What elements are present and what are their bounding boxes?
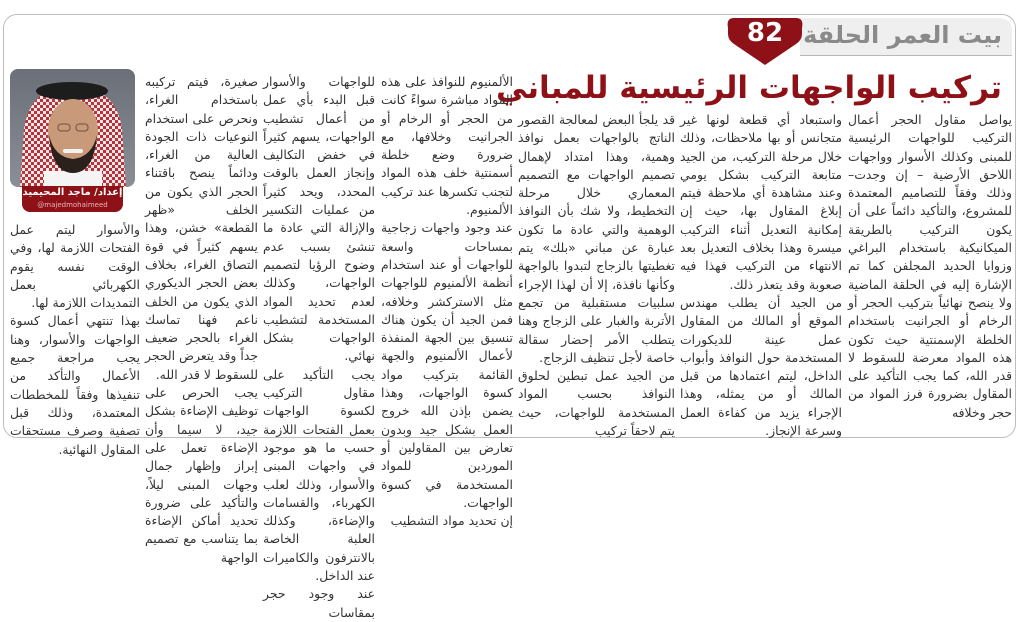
author-credit: إعداد/ ماجد المحيميد xyxy=(22,187,123,198)
article-column-1 xyxy=(848,111,1012,422)
article-title: تركيب الواجهات الرئيسية للمباني xyxy=(496,70,1002,106)
paragraph: قد يلجأ البعض لمعالجة القصور الناتج بالواجهات بعمل نوافذ وهمية، وهذا امتداد لإهمال تصميم الواجهات مع التصميم المعماري خلال مرحلة التخطيط، ولا شك بأن النوافذ الوهمية والتي عادة ما تكون عبارة عن مباني «بلك» يتم تغطيتها بالزجاج لتبدوا بالواجهة وكأنها نافذة، إلا أن لهذا الإجراء سلبيات مستقبلية من تجمع الأتربة والغبار على الزجاج وهنا يتطلب الأمر إحضار سقالة خاصة لأجل تنظيف الزجاج. xyxy=(518,112,675,365)
author-portrait-icon xyxy=(10,69,135,187)
paragraph: من الجيد أن يطلب مهندس الموقع أو المالك من المقاول عمل عينة للديكورات المستخدمة حول النوافذ وأبواب الداخل، ليتم اعتمادها من قبل المالك أو من يمثله، وهذا الإجراء يزيد من كفاءة العمل وسرعة الإنجاز. xyxy=(680,294,842,439)
article-column-7 xyxy=(10,221,140,459)
series-header xyxy=(800,18,1012,56)
paragraph: صغيرة، فيتم تركيبه باستخدام الغراء، ونحرص على استخدام النوعيات ذات الجودة العالية من الغراء، ودائماً ينصح باقتناء الحجر الذي يكون من الخلف «ظهر القطعة» خشن، وهذا يسهم كثيراً في قوة التصاق الغراء، بخلاف بعض الحجر الديكوري الذي يكون من الخلف ناعم فهنا تماسك الغراء بالحجر ضعيف جداً وقد يتعرض الحجر للسقوط لا قدر الله. xyxy=(145,74,258,382)
paragraph: عند وجود واجهات زجاجية بمساحات واسعة للواجهات أو عند استخدام أنظمة الألمنيوم للواجهات مثل الاستركشر وخلافه، فمن الجيد أن يكون هناك تنسيق بين الجهة المنفذة لأعمال الألمنيوم والجهة القائمة بتركيب مواد كسوة الواجهات، وهذا يضمن بإذن الله خروج العمل بشكل جيد وبدون تعارض بين المقاولين أو الموردين للمواد المستخدمة في كسوة الواجهات. xyxy=(381,220,513,510)
paragraph: الألمنيوم للنوافذ على هذه المواد مباشرة سواءً كانت من الحجر أو الرخام أو الجرانيت وخلافها، مع ضرورة وضع خلطة أسمنتية خلف هذه المواد لتجنب تكسرها عند تركيب الألمنيوم. xyxy=(381,74,513,218)
author-handle: @majedmohaimeed xyxy=(37,201,108,209)
paragraph: بهذا تنتهي أعمال كسوة الواجهات والأسوار، وهنا يجب مراجعة جميع الأعمال والتأكد من تنفيذها وفقاً للمخططات المعتمدة، وذلك قبل تصفية وصرف مستحقات المقاول النهائية. xyxy=(10,313,140,457)
paragraph: عند وجود حجر بمقاسات xyxy=(263,586,375,620)
paragraph: يجب الحرص على توظيف الإضاءة بشكل جيد، لا سيما وأن الإضاءة تعمل على إبراز وإظهار جمال وجهات المبنى ليلاً، والتأكيد على ضرورة تحديد أماكن الإضاءة بما يتناسب مع تصميم الواجهة xyxy=(145,385,258,565)
article-column-6 xyxy=(145,73,258,567)
article-column-5 xyxy=(263,73,375,622)
author-photo xyxy=(10,69,135,187)
paragraph: إن تحديد مواد التشطيب xyxy=(390,513,513,529)
episode-number: 82 xyxy=(746,18,784,48)
author-caption xyxy=(22,186,123,212)
article-column-3 xyxy=(518,111,675,440)
series-label: بيت العمر الحلقة xyxy=(803,21,1002,49)
paragraph: والأسوار ليتم عمل الفتحات اللازمة لها، وفي الوقت نفسه يقوم الكهربائي بعمل التمديدات اللازمة لها. xyxy=(10,222,140,311)
paragraph: يجب التأكيد على مقاول التركيب لكسوة الواجهات بعمل الفتحات اللازمة حسب ما هو موجود في واجهات المبنى والأسوار، وذلك لعلب الكهرباء، والقسامات والإضاءة، وكذلك العلبة الخاصة بالانترفون والكاميرات عند الداخل. xyxy=(263,366,375,584)
article-column-4 xyxy=(381,73,513,530)
paragraph: يواصل مقاول الحجر أعمال التركيب للواجهات الرئيسية للمبنى وكذلك الأسوار وواجهات اللاحق الأرضية – إن وجدت– وذلك وفقاً للتصاميم المعتمدة للمشروع، والتأكيد دائماً على أن يكون التركيب بالطريقة الميكانيكية باستخدام البراغي وزوايا الحديد المجلفن كما تم الإشارة إليه في الحلقة الماضية ولا ينصح نهائياً بتركيب الحجر أو الرخام أو الجرانيت باستخدام الخلطة الإسمنتية حيث تكون هذه المواد معرضة للسقوط لا قدر الله، كما يجب التأكيد على المقاول بضرورة فرز المواد من حجر وخلافه xyxy=(848,112,1012,420)
article-column-2 xyxy=(680,111,842,440)
paragraph: للواجهات والأسوار قبل البدء بأي عمل من أعمال تشطيب الواجهات، يسهم كثيراً في خفض التكاليف وإنجاز العمل بالوقت المحدد، ويحد كثيراً من عمليات التكسير والإزالة التي عادة ما تنشئ بسبب عدم وضوح الرؤيا لتصميم الواجهات، وكذلك لعدم تحديد المواد المستخدمة لتشطيب الواجهات بشكل نهائي. xyxy=(263,74,375,364)
paragraph: واستبعاد أي قطعة لونها غير متجانس أو بها ملاحظات، وذلك خلال مرحلة التركيب، من الجيد متابعة التركيب بشكل يومي وعند مشاهدة أي ملاحظة فيتم إبلاغ المقاول بها، حيث إن إمكانية التعديل أثناء التركيب ميسرة وهذا بخلاف التعديل بعد الانتهاء من التركيب فهذا فيه صعوبة وقد يتعذر ذلك. xyxy=(680,112,842,292)
paragraph: من الجيد عمل تبطين لحلوق النوافذ بحسب المواد المستخدمة للواجهات، حيث يتم لاحقاً تركيب xyxy=(518,368,675,439)
